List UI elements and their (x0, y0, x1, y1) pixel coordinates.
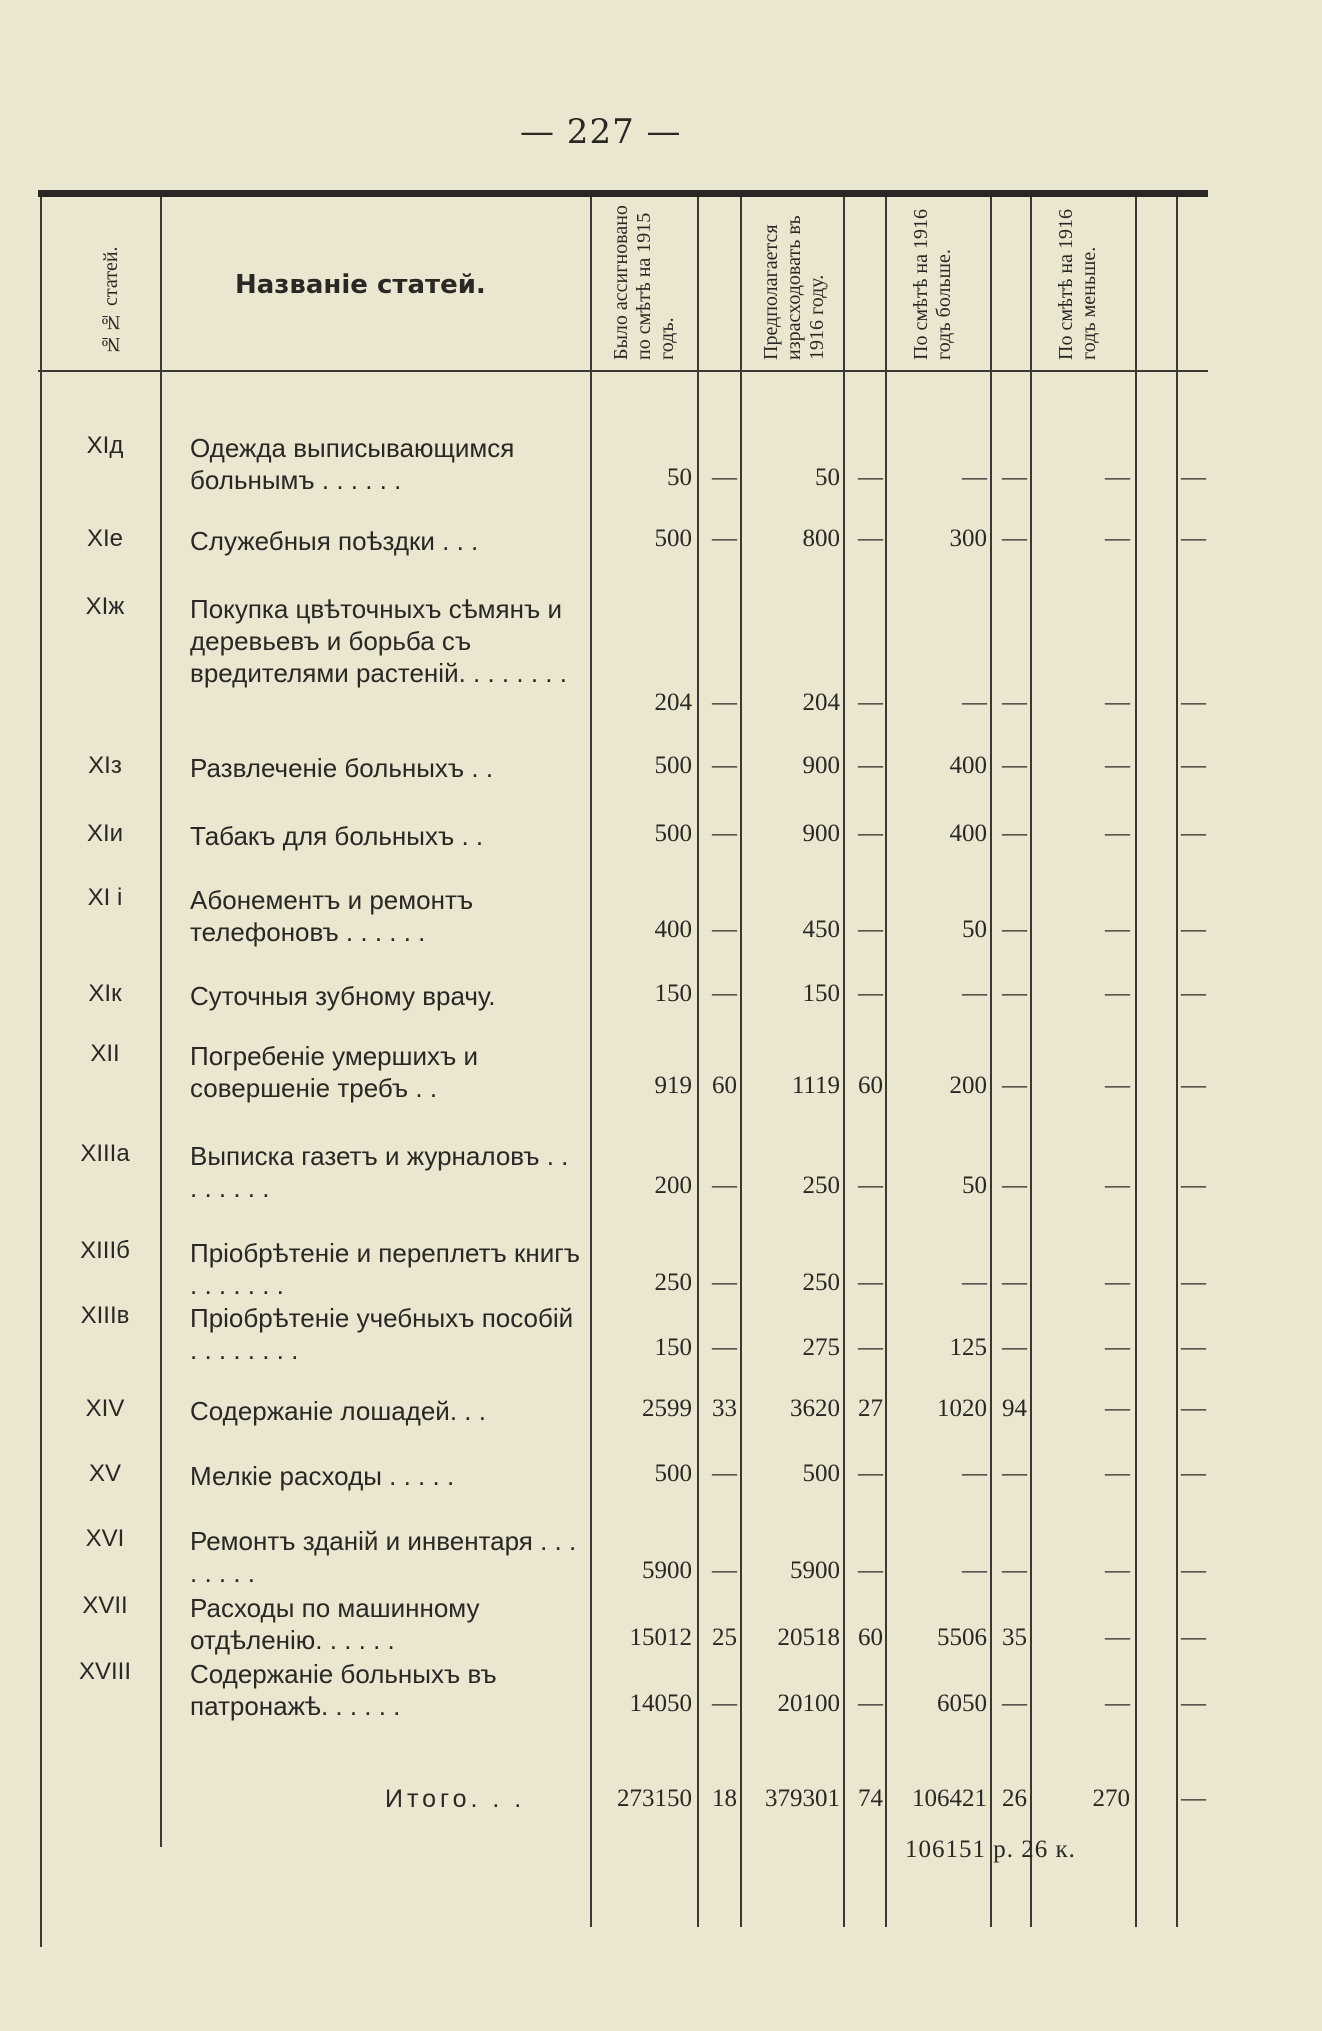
cell-d_k: — (1181, 1269, 1206, 1296)
cell-d_r: — (1105, 1072, 1130, 1099)
cell-a_r: 14050 (629, 1690, 692, 1717)
cell-c_k: — (1002, 1269, 1027, 1296)
cell-c_k: — (1002, 1072, 1027, 1099)
cell-b_r: 900 (802, 820, 840, 847)
cell-a_k: 60 (712, 1072, 737, 1099)
total-1915-rub: 273150 (617, 1785, 692, 1812)
cell-b_r: 900 (802, 752, 840, 779)
cell-b_k: 60 (858, 1624, 883, 1651)
cell-d_r: — (1105, 525, 1130, 552)
total-less-kop: — (1181, 1785, 1206, 1812)
cell-d_k: — (1181, 1460, 1206, 1487)
cell-a_r: 500 (654, 752, 692, 779)
cell-b_r: 1119 (791, 1072, 840, 1099)
cell-a_r: 150 (654, 980, 692, 1007)
cell-c_k: 35 (1002, 1624, 1027, 1651)
cell-c_k: — (1002, 464, 1027, 491)
cell-a_k: — (712, 916, 737, 943)
column-line (40, 197, 42, 1947)
cell-c_r: — (962, 1269, 987, 1296)
cell-a_r: 250 (654, 1269, 692, 1296)
cell-b_r: 5900 (790, 1557, 840, 1584)
cell-b_k: 27 (858, 1395, 883, 1422)
cell-a_k: 25 (712, 1624, 737, 1651)
cell-a_k: — (712, 752, 737, 779)
cell-a_r: 400 (654, 916, 692, 943)
row-number: XVI (85, 1525, 125, 1552)
cell-c_k: 94 (1002, 1395, 1027, 1422)
cell-d_k: — (1181, 1172, 1206, 1199)
cell-d_k: — (1181, 1690, 1206, 1717)
row-name: Содержаніе больныхъ въ патронажѣ. . . . . . (190, 1659, 497, 1721)
cell-d_k: — (1181, 1395, 1206, 1422)
total-more-rub: 106421 (912, 1785, 987, 1812)
cell-c_r: 50 (962, 916, 987, 943)
cell-a_k: — (712, 1557, 737, 1584)
cell-b_r: 450 (802, 916, 840, 943)
row-name: Абонементъ и ремонтъ телефоновъ . . . . . . (190, 885, 474, 947)
cell-a_r: 500 (654, 1460, 692, 1487)
row-name: Выписка газетъ и журналовъ . . . . . . . . (190, 1141, 569, 1203)
cell-b_k: — (858, 1269, 883, 1296)
cell-d_r: — (1105, 1460, 1130, 1487)
column-line (1176, 197, 1178, 1927)
cell-b_k: — (858, 820, 883, 847)
cell-c_k: — (1002, 1557, 1027, 1584)
cell-d_r: — (1105, 689, 1130, 716)
cell-d_r: — (1105, 1172, 1130, 1199)
column-line (1030, 197, 1032, 1927)
cell-b_k: — (858, 1460, 883, 1487)
cell-d_r: — (1105, 820, 1130, 847)
header-more: По смѣтѣ на 1916 годъ больше. (910, 208, 955, 360)
cell-a_k: — (712, 525, 737, 552)
cell-b_r: 250 (802, 1172, 840, 1199)
cell-a_r: 15012 (629, 1624, 692, 1651)
cell-d_k: — (1181, 464, 1206, 491)
cell-a_k: — (712, 1172, 737, 1199)
row-number: XIIIб (80, 1237, 130, 1264)
cell-c_r: 125 (949, 1334, 987, 1361)
cell-b_r: 500 (802, 1460, 840, 1487)
header-1916: Предполагается израсходовать въ 1916 году. (760, 215, 828, 360)
header-rule (38, 370, 1208, 372)
row-name: Ремонтъ зданій и инвентаря . . . . . . . . (190, 1526, 577, 1588)
column-line (990, 197, 992, 1927)
cell-c_k: — (1002, 525, 1027, 552)
cell-b_k: 60 (858, 1072, 883, 1099)
row-name: Покупка цвѣточныхъ сѣмянъ и деревьевъ и борьба съ вредителями растеній. . . . . . . . (190, 594, 567, 688)
cell-a_r: 50 (667, 464, 692, 491)
total-less-rub: 270 (1092, 1785, 1130, 1812)
total-label: Итого. . . (385, 1785, 526, 1813)
row-name: Расходы по машинному отдѣленію. . . . . . (190, 1593, 480, 1655)
cell-a_k: — (712, 1269, 737, 1296)
cell-d_r: — (1105, 1557, 1130, 1584)
cell-c_k: — (1002, 980, 1027, 1007)
cell-c_r: — (962, 464, 987, 491)
row-number: XIз (88, 752, 122, 779)
cell-b_k: — (858, 1334, 883, 1361)
row-number: XVIII (78, 1658, 132, 1685)
row-number: XIк (88, 980, 122, 1007)
table-top-rule (38, 190, 1208, 197)
header-name: Названіе статей. (235, 270, 486, 300)
row-number: XIV (85, 1395, 125, 1422)
column-line (740, 197, 742, 1927)
cell-b_k: — (858, 1172, 883, 1199)
cell-d_k: — (1181, 820, 1206, 847)
cell-c_k: — (1002, 689, 1027, 716)
cell-b_r: 275 (802, 1334, 840, 1361)
cell-b_r: 204 (802, 689, 840, 716)
row-number: XIе (86, 525, 124, 552)
cell-c_r: 50 (962, 1172, 987, 1199)
cell-b_r: 800 (802, 525, 840, 552)
cell-c_r: 300 (949, 525, 987, 552)
cell-a_k: — (712, 1460, 737, 1487)
cell-d_k: — (1181, 980, 1206, 1007)
cell-b_k: — (858, 752, 883, 779)
row-number: XIи (86, 820, 124, 847)
row-number: XVII (82, 1592, 128, 1619)
cell-a_k: — (712, 1334, 737, 1361)
cell-d_k: — (1181, 1072, 1206, 1099)
header-num: №№ статей. (100, 246, 122, 355)
cell-c_r: 5506 (937, 1624, 987, 1651)
cell-c_k: — (1002, 1334, 1027, 1361)
cell-c_k: — (1002, 1690, 1027, 1717)
total-1915-kop: 18 (712, 1785, 737, 1812)
cell-b_k: — (858, 525, 883, 552)
cell-a_r: 200 (654, 1172, 692, 1199)
total-1916-kop: 74 (858, 1785, 883, 1812)
row-name: Развлеченіе больныхъ . . (190, 753, 494, 783)
cell-c_k: — (1002, 820, 1027, 847)
cell-b_k: — (858, 1557, 883, 1584)
cell-d_r: — (1105, 916, 1130, 943)
row-number: XIIIв (80, 1302, 130, 1329)
cell-c_r: — (962, 980, 987, 1007)
row-name: Содержаніе лошадей. . . (190, 1396, 486, 1426)
row-number: XIд (86, 432, 124, 459)
cell-a_r: 204 (654, 689, 692, 716)
cell-d_k: — (1181, 689, 1206, 716)
cell-d_k: — (1181, 1557, 1206, 1584)
cell-c_k: — (1002, 1460, 1027, 1487)
cell-c_r: — (962, 1557, 987, 1584)
cell-d_r: — (1105, 1624, 1130, 1651)
row-number: XI і (87, 884, 123, 911)
cell-c_k: — (1002, 752, 1027, 779)
cell-d_r: — (1105, 1395, 1130, 1422)
row-name: Одежда выписывающимся больнымъ . . . . . . (190, 433, 515, 495)
cell-d_k: — (1181, 916, 1206, 943)
row-name: Табакъ для больныхъ . . (190, 821, 484, 851)
cell-a_r: 2599 (642, 1395, 692, 1422)
total-more-kop: 26 (1002, 1785, 1027, 1812)
row-name: Пріобрѣтеніе и переплетъ книгъ . . . . . . . (190, 1238, 580, 1300)
column-line (590, 197, 592, 1927)
cell-a_k: 33 (712, 1395, 737, 1422)
cell-b_r: 50 (815, 464, 840, 491)
row-number: XIIIа (80, 1140, 130, 1167)
cell-c_k: — (1002, 1172, 1027, 1199)
column-line (697, 197, 699, 1927)
header-1915: Было ассигновано по смѣтѣ на 1915 годъ. (610, 205, 678, 360)
cell-d_k: — (1181, 752, 1206, 779)
header-less: По смѣтѣ на 1916 годъ меньше. (1055, 208, 1100, 360)
cell-a_k: — (712, 1690, 737, 1717)
column-line (843, 197, 845, 1927)
cell-a_r: 5900 (642, 1557, 692, 1584)
row-name: Пріобрѣтеніе учебныхъ пособій . . . . . . . . (190, 1303, 574, 1365)
page-number: — 227 — (520, 112, 682, 152)
cell-a_r: 919 (654, 1072, 692, 1099)
cell-a_r: 150 (654, 1334, 692, 1361)
cell-b_k: — (858, 689, 883, 716)
cell-b_k: — (858, 464, 883, 491)
row-name: Суточныя зубному врачу. (190, 981, 496, 1011)
cell-a_r: 500 (654, 525, 692, 552)
row-number: XII (90, 1040, 120, 1067)
row-number: XIж (85, 593, 125, 620)
cell-b_r: 20518 (777, 1624, 840, 1651)
column-line (1135, 197, 1137, 1927)
cell-d_r: — (1105, 1269, 1130, 1296)
cell-c_r: — (962, 1460, 987, 1487)
column-line (885, 197, 887, 1927)
cell-a_r: 500 (654, 820, 692, 847)
row-name: Мелкіе расходы . . . . . (190, 1461, 455, 1491)
cell-a_k: — (712, 820, 737, 847)
row-name: Служебныя поѣздки . . . (190, 526, 479, 556)
cell-c_r: 1020 (937, 1395, 987, 1422)
cell-b_k: — (858, 916, 883, 943)
total-1916-rub: 379301 (765, 1785, 840, 1812)
cell-b_k: — (858, 1690, 883, 1717)
cell-b_r: 20100 (777, 1690, 840, 1717)
grand-total: 106151 р. 26 к. (905, 1836, 1076, 1863)
cell-b_r: 3620 (790, 1395, 840, 1422)
cell-b_k: — (858, 980, 883, 1007)
cell-c_r: 200 (949, 1072, 987, 1099)
cell-d_r: — (1105, 1690, 1130, 1717)
cell-d_r: — (1105, 1334, 1130, 1361)
cell-b_r: 250 (802, 1269, 840, 1296)
cell-d_k: — (1181, 525, 1206, 552)
cell-c_r: — (962, 689, 987, 716)
column-line (160, 197, 162, 1847)
cell-a_k: — (712, 464, 737, 491)
cell-d_k: — (1181, 1624, 1206, 1651)
cell-b_r: 150 (802, 980, 840, 1007)
cell-a_k: — (712, 980, 737, 1007)
cell-a_k: — (712, 689, 737, 716)
cell-c_r: 400 (949, 820, 987, 847)
cell-c_r: 400 (949, 752, 987, 779)
row-name: Погребеніе умершихъ и совершеніе требъ . . (190, 1041, 479, 1103)
cell-d_r: — (1105, 752, 1130, 779)
cell-d_r: — (1105, 464, 1130, 491)
cell-c_r: 6050 (937, 1690, 987, 1717)
cell-d_r: — (1105, 980, 1130, 1007)
cell-d_k: — (1181, 1334, 1206, 1361)
cell-c_k: — (1002, 916, 1027, 943)
row-number: XV (88, 1460, 121, 1487)
